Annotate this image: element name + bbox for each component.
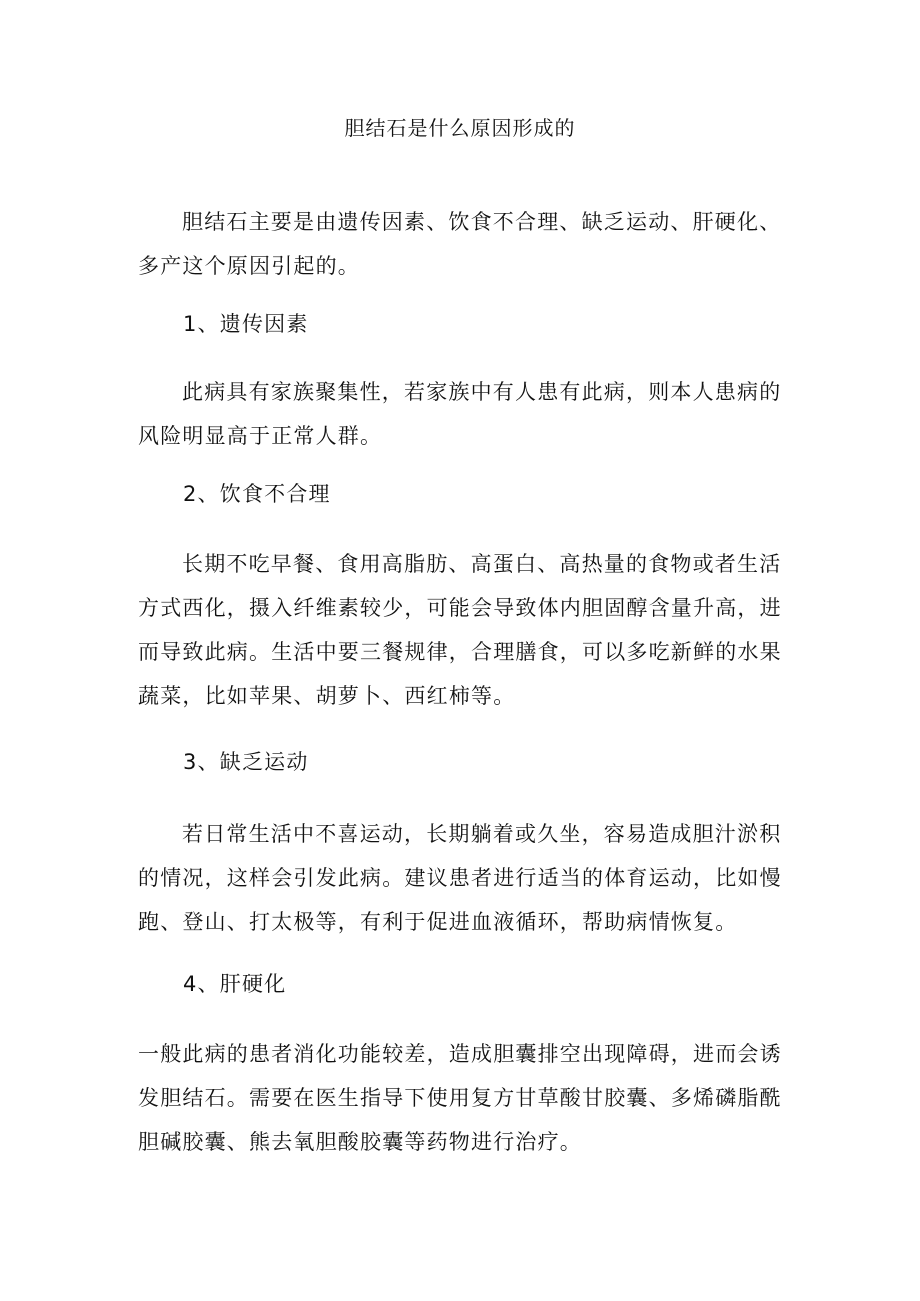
section-heading-diet: 2、饮食不合理: [183, 482, 331, 506]
page-title: 胆结石是什么原因形成的: [344, 116, 576, 140]
section-heading-cirrhosis: 4、肝硬化: [183, 972, 287, 996]
section-heading-exercise: 3、缺乏运动: [183, 750, 309, 774]
section-body-heredity: 此病具有家族聚集性，若家族中有人患有此病，则本人患病的风险明显高于正常人群。: [138, 380, 782, 448]
section-body-exercise: 若日常生活中不喜运动，长期躺着或久坐，容易造成胆汁淤积的情况，这样会引发此病。建议患者进行适当的体育运动，比如慢跑、登山、打太极等，有利于促进血液循环，帮助病情恢复。: [138, 822, 782, 934]
section-body-diet: 长期不吃早餐、食用高脂肪、高蛋白、高热量的食物或者生活方式西化，摄入纤维素较少，可能会导致体内胆固醇含量升高，进而导致此病。生活中要三餐规律，合理膳食，可以多吃新鲜的水果蔬菜，比如苹果、胡萝卜、西红柿等。: [138, 552, 782, 708]
section-heading-heredity: 1、遗传因素: [183, 312, 309, 336]
intro-paragraph: 胆结石主要是由遗传因素、饮食不合理、缺乏运动、肝硬化、多产这个原因引起的。: [138, 210, 782, 278]
section-body-cirrhosis: 一般此病的患者消化功能较差，造成胆囊排空出现障碍，进而会诱发胆结石。需要在医生指导下使用复方甘草酸甘胶囊、多烯磷脂酰胆碱胶囊、熊去氧胆酸胶囊等药物进行治疗。: [138, 1042, 782, 1154]
